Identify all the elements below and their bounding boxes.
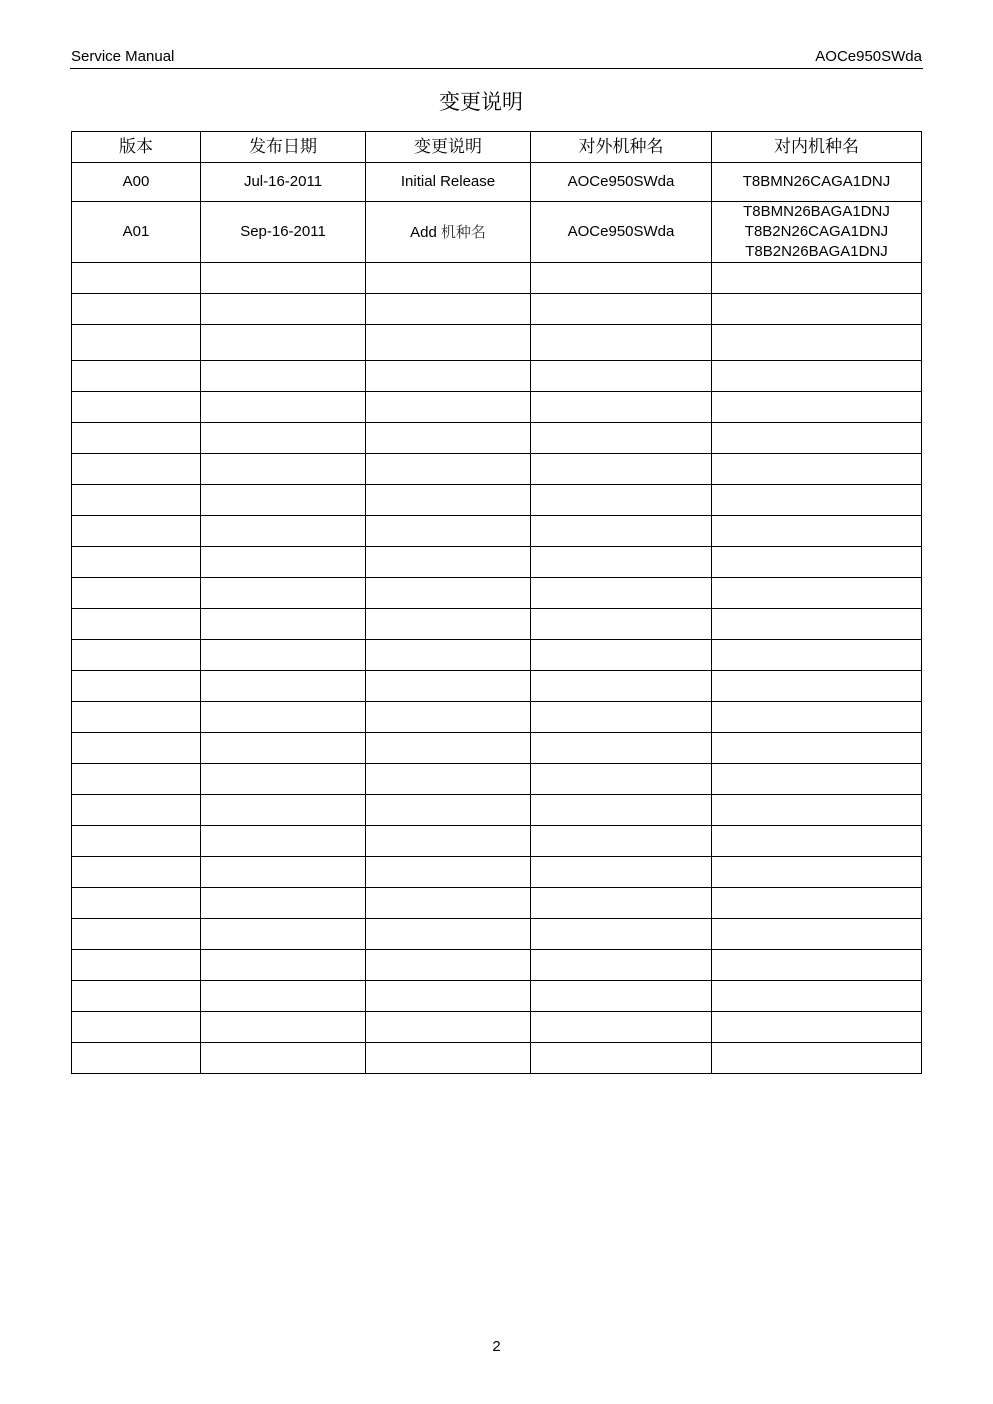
cell-change-description [366,202,531,263]
table-row [72,202,922,263]
table-cell-empty [366,423,531,454]
table-cell-empty [366,764,531,795]
cell-release-date: Sep-16-2011 [201,202,366,263]
table-cell-empty [712,1043,922,1074]
table-cell-empty [712,578,922,609]
table-cell-empty [72,950,201,981]
table-cell-empty [712,826,922,857]
change-description-text: Add [410,223,437,241]
table-cell-empty [72,609,201,640]
table-cell-empty [201,485,366,516]
table-row-empty [72,547,922,578]
table-cell-empty [712,702,922,733]
table-cell-empty [366,795,531,826]
table-cell-empty [531,764,712,795]
table-row-empty [72,733,922,764]
table-cell-empty [712,640,922,671]
table-cell-empty [201,609,366,640]
table-cell-empty [531,516,712,547]
table-cell-empty [366,547,531,578]
table-cell-empty [72,888,201,919]
table-row-empty [72,578,922,609]
table-row-empty [72,671,922,702]
table-cell-empty [712,764,922,795]
table-row-empty [72,325,922,361]
table-cell-empty [72,1012,201,1043]
table-cell-empty [531,1012,712,1043]
page-header [70,46,923,69]
table-body [72,163,922,1074]
table-cell-empty [366,454,531,485]
table-cell-empty [72,981,201,1012]
table-cell-empty [366,671,531,702]
table-row-empty [72,263,922,294]
table-cell-empty [366,325,531,361]
table-cell-empty [712,981,922,1012]
table-cell-empty [366,857,531,888]
cell-version: A00 [72,163,201,202]
column-header-change-description: 变更说明 [366,132,531,163]
table-cell-empty [712,325,922,361]
cell-external-model: AOCe950SWda [531,163,712,202]
table-cell-empty [531,454,712,485]
table-cell-empty [366,609,531,640]
table-cell-empty [531,547,712,578]
table-cell-empty [201,950,366,981]
cell-release-date: Jul-16-2011 [201,163,366,202]
table-cell-empty [712,1012,922,1043]
table-row-empty [72,423,922,454]
table-cell-empty [72,263,201,294]
table-row-empty [72,516,922,547]
table-cell-empty [531,294,712,325]
table-cell-empty [72,733,201,764]
table-cell-empty [366,392,531,423]
table-row-empty [72,454,922,485]
table-cell-empty [712,516,922,547]
cell-version: A01 [72,202,201,263]
column-header-release-date: 发布日期 [201,132,366,163]
table-cell-empty [72,485,201,516]
table-row-empty [72,702,922,733]
table-cell-empty [201,702,366,733]
table-cell-empty [201,454,366,485]
table-cell-empty [366,733,531,764]
table-cell-empty [712,361,922,392]
table-cell-empty [201,1012,366,1043]
table-row-empty [72,981,922,1012]
table-cell-empty [366,888,531,919]
table-cell-empty [72,454,201,485]
table-cell-empty [531,392,712,423]
table-row-empty [72,609,922,640]
table-row-empty [72,919,922,950]
table-cell-empty [201,733,366,764]
table-cell-empty [72,919,201,950]
table-cell-empty [201,263,366,294]
cell-change-description: Initial Release [366,163,531,202]
table-cell-empty [531,640,712,671]
internal-model-name: T8B2N26BAGA1DNJ [745,243,888,260]
table-cell-empty [72,795,201,826]
table-cell-empty [712,392,922,423]
table-cell-empty [201,547,366,578]
table-cell-empty [72,578,201,609]
table-cell-empty [712,485,922,516]
table-cell-empty [531,888,712,919]
header-model-name: AOCe950SWda [815,48,922,65]
table-cell-empty [72,764,201,795]
table-cell-empty [72,516,201,547]
table-cell-empty [72,325,201,361]
table-cell-empty [531,826,712,857]
table-cell-empty [201,1043,366,1074]
table-cell-empty [72,423,201,454]
internal-model-name: T8BMN26CAGA1DNJ [742,173,891,190]
table-row-empty [72,1043,922,1074]
header-document-type: Service Manual [71,48,175,65]
table-cell-empty [72,392,201,423]
table-row-empty [72,640,922,671]
table-cell-empty [531,795,712,826]
table-cell-empty [366,485,531,516]
table-cell-empty [201,795,366,826]
table-cell-empty [366,1043,531,1074]
table-cell-empty [366,516,531,547]
table-cell-empty [201,919,366,950]
table-cell-empty [201,981,366,1012]
table-row [72,163,922,202]
table-cell-empty [712,454,922,485]
table-cell-empty [72,1043,201,1074]
table-header-row [72,132,922,163]
table-row-empty [72,361,922,392]
table-cell-empty [712,671,922,702]
table-cell-empty [531,671,712,702]
table-row-empty [72,485,922,516]
table-cell-empty [531,1043,712,1074]
table-cell-empty [712,733,922,764]
table-cell-empty [712,950,922,981]
table-row-empty [72,294,922,325]
table-row-empty [72,795,922,826]
page-number: 2 [492,1338,501,1355]
table-cell-empty [531,325,712,361]
table-cell-empty [201,423,366,454]
column-header-version: 版本 [72,132,201,163]
table-row-empty [72,950,922,981]
table-cell-empty [201,325,366,361]
table-cell-empty [72,702,201,733]
table-cell-empty [712,795,922,826]
change-history-table [71,131,922,1074]
column-header-internal-model: 对内机种名 [712,132,922,163]
table-cell-empty [366,950,531,981]
table-cell-empty [366,578,531,609]
table-cell-empty [366,640,531,671]
internal-model-name: T8BMN26BAGA1DNJ [743,203,890,220]
table-cell-empty [201,361,366,392]
table-cell-empty [531,733,712,764]
column-header-external-model: 对外机种名 [531,132,712,163]
table-cell-empty [201,671,366,702]
table-cell-empty [201,826,366,857]
table-row-empty [72,392,922,423]
table-cell-empty [366,263,531,294]
table-cell-empty [712,919,922,950]
internal-model-name: T8B2N26CAGA1DNJ [744,223,889,240]
table-cell-empty [531,981,712,1012]
table-cell-empty [366,361,531,392]
cell-internal-model [712,163,922,202]
table-cell-empty [712,857,922,888]
table-cell-empty [366,919,531,950]
table-row-empty [72,857,922,888]
table-cell-empty [201,294,366,325]
table-cell-empty [712,263,922,294]
table-cell-empty [712,609,922,640]
table-cell-empty [712,888,922,919]
table-cell-empty [72,361,201,392]
table-cell-empty [712,547,922,578]
table-cell-empty [366,826,531,857]
table-cell-empty [712,294,922,325]
table-cell-empty [531,919,712,950]
table-cell-empty [201,516,366,547]
table-cell-empty [72,857,201,888]
table-cell-empty [531,423,712,454]
table-cell-empty [201,392,366,423]
table-cell-empty [712,423,922,454]
table-cell-empty [72,826,201,857]
table-cell-empty [201,640,366,671]
table-cell-empty [201,888,366,919]
table-row-empty [72,1012,922,1043]
table-cell-empty [72,671,201,702]
table-cell-empty [201,764,366,795]
change-description-cjk-text: 机种名 [440,222,486,241]
table-cell-empty [531,263,712,294]
cell-internal-model [712,202,922,263]
table-cell-empty [72,294,201,325]
table-cell-empty [531,485,712,516]
table-cell-empty [531,361,712,392]
table-cell-empty [366,981,531,1012]
table-cell-empty [366,1012,531,1043]
table-cell-empty [531,578,712,609]
table-cell-empty [531,857,712,888]
table-cell-empty [201,857,366,888]
table-row-empty [72,888,922,919]
table-row-empty [72,826,922,857]
table-cell-empty [201,578,366,609]
table-cell-empty [531,950,712,981]
table-cell-empty [72,547,201,578]
table-cell-empty [531,609,712,640]
table-cell-empty [72,640,201,671]
page-title: 变更说明 [439,90,523,114]
cell-external-model: AOCe950SWda [531,202,712,263]
table-cell-empty [531,702,712,733]
table-cell-empty [366,294,531,325]
table-row-empty [72,764,922,795]
table-cell-empty [366,702,531,733]
